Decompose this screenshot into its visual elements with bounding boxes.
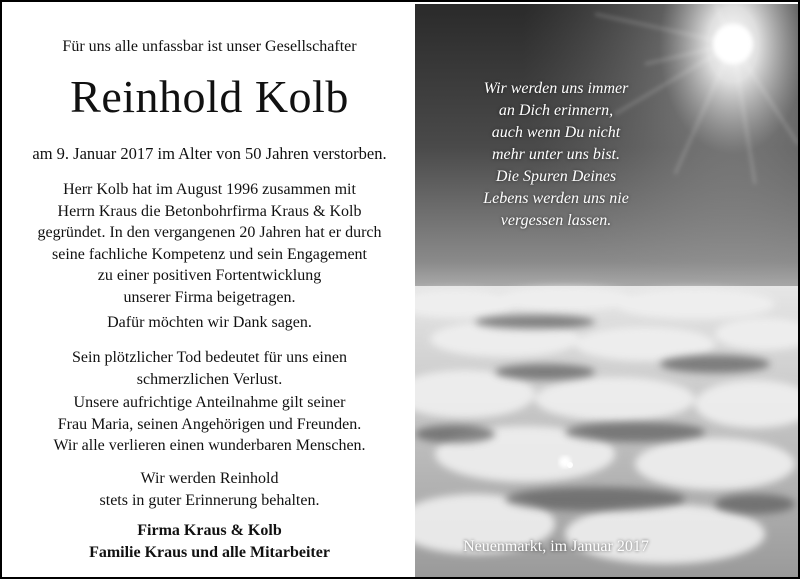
death-date-line: am 9. Januar 2017 im Alter von 50 Jahren verstorben.	[32, 144, 387, 163]
photo-panel	[415, 4, 798, 577]
text-line: unserer Firma beigetragen.	[123, 288, 296, 306]
text-line: stets in guter Erinnerung behalten.	[99, 491, 320, 509]
text-line: seine fachliche Kompetenz und sein Engagement	[52, 245, 367, 263]
text-line: zu einer positiven Fortentwicklung	[97, 267, 322, 284]
signature	[4, 520, 415, 564]
quote-line: Wir werden uns immer	[483, 80, 629, 97]
text-line: Herrn Kraus die Betonbohrfirma Kraus & Kolb	[57, 202, 362, 220]
quote-line: mehr unter uns bist.	[492, 146, 620, 163]
intro-line: Für uns alle unfassbar ist unser Gesellschafter	[62, 38, 357, 55]
paragraph-remembrance	[4, 468, 415, 511]
paragraph-company-history	[4, 179, 415, 308]
signature-family: Familie Kraus und alle Mitarbeiter	[89, 544, 330, 561]
quote-line: Die Spuren Deines	[495, 168, 617, 185]
signature-company: Firma Kraus & Kolb	[137, 522, 282, 539]
text-line: gegründet. In den vergangenen 20 Jahren hat er durch	[37, 224, 382, 241]
quote-line: vergessen lassen.	[500, 212, 612, 229]
text-line: Frau Maria, seinen Angehörigen und Freunden.	[57, 415, 362, 433]
deceased-name: Reinhold Kolb	[70, 71, 349, 122]
memorial-quote	[421, 78, 691, 232]
text-panel	[4, 4, 415, 577]
paragraph-condolences	[4, 392, 415, 457]
quote-line: auch wenn Du nicht	[491, 124, 621, 141]
text-line: Wir alle verlieren einen wunderbaren Menschen.	[53, 437, 366, 454]
text-line: Wir werden Reinhold	[140, 470, 279, 487]
paragraph-loss	[4, 347, 415, 390]
text-line: Unsere aufrichtige Anteilnahme gilt seiner	[73, 394, 346, 411]
quote-line: Lebens werden uns nie	[483, 190, 629, 207]
text-line: Dafür möchten wir Dank sagen.	[107, 314, 312, 331]
text-line: schmerzlichen Verlust.	[136, 370, 283, 388]
place-date: Neuenmarkt, im Januar 2017	[463, 538, 649, 555]
text-line: Herr Kolb hat im August 1996 zusammen mit	[63, 181, 356, 198]
quote-line: an Dich erinnern,	[498, 102, 614, 119]
paragraph-thanks	[4, 312, 415, 334]
text-line: Sein plötzlicher Tod bedeutet für uns einen	[72, 349, 347, 366]
